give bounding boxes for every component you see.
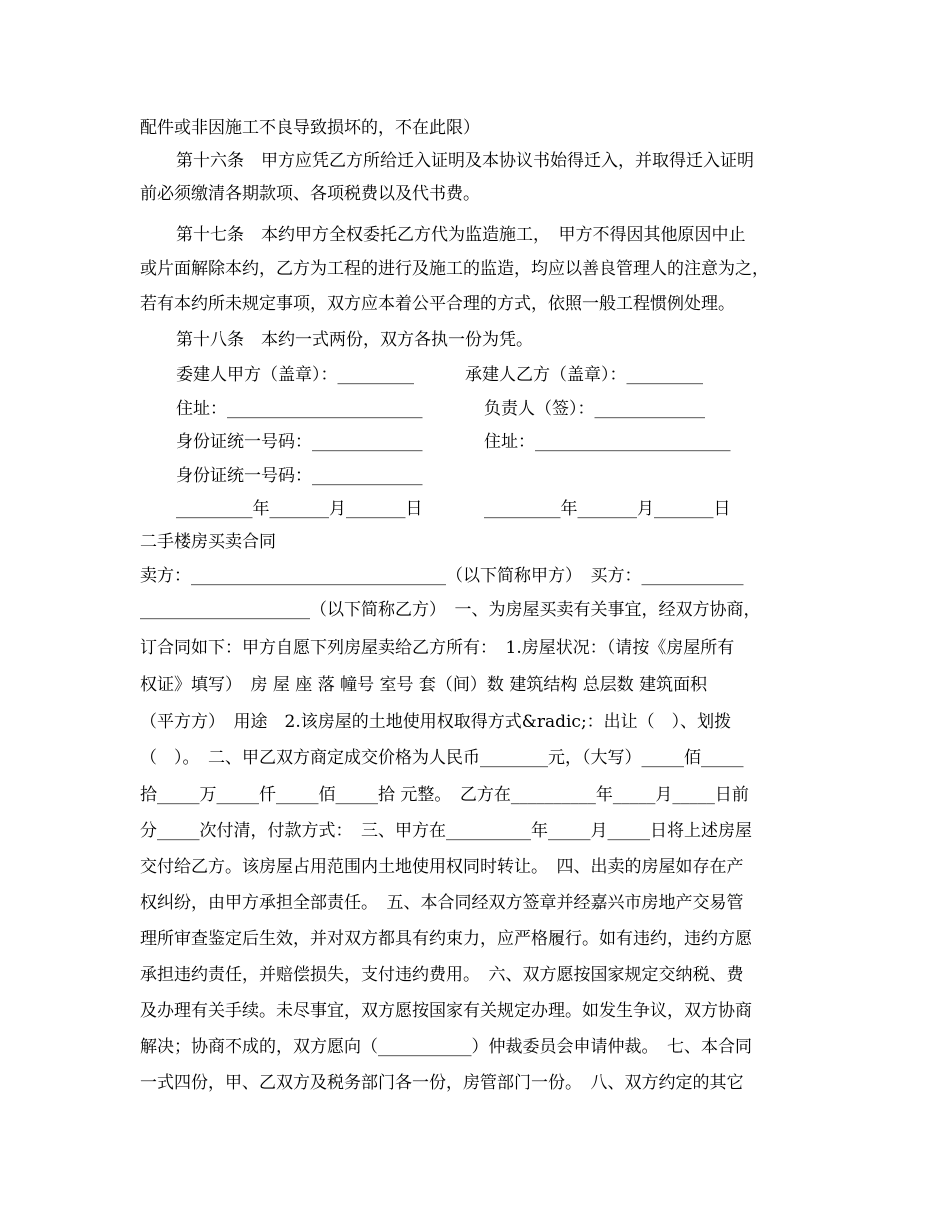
- text-line: 及办理有关手续。未尽事宜，双方愿按国家有关规定办理。如发生争议，双方协商: [140, 1001, 752, 1021]
- text-line: 权证》填写） 房 屋 座 落 幢号 室号 套（间）数 建筑结构 总层数 建筑面积: [140, 675, 708, 695]
- party-b-seal-field: 承建人乙方（盖章）：_________: [465, 365, 703, 385]
- text-line: 解决；协商不成的，双方愿向（___________）仲裁委员会申请仲裁。 七、本合同: [140, 1037, 752, 1057]
- text-line: 权纠纷，由甲方承担全部责任。 五、本合同经双方签章并经嘉兴市房地产交易管: [140, 893, 744, 913]
- party-a-id-field: 身份证统一号码：_____________: [176, 432, 423, 452]
- party-a-date-field: _________年_______月_______日: [176, 499, 423, 519]
- party-a-address-field: 住址：_______________________: [176, 399, 423, 419]
- text-line: ____________________（以下简称乙方） 一、为房屋买卖有关事宜，经双方协商，: [140, 600, 761, 620]
- text-line: 一式四份，甲、乙双方及税务部门各一份，房管部门一份。 八、双方约定的其它: [140, 1073, 744, 1093]
- party-b-person-in-charge-field: 负责人（签）：_____________: [484, 399, 705, 419]
- text-line: 或片面解除本约，乙方为工程的进行及施工的监造，均应以善良管理人的注意为之，: [140, 259, 769, 279]
- article-16-line: 第十六条 甲方应凭乙方所给迁入证明及本协议书始得迁入，并取得迁入证明: [176, 151, 754, 171]
- seller-buyer-line: 卖方：______________________________（以下简称甲方） 买方：____________: [140, 566, 744, 586]
- text-line: 前必须缴清各期款项、各项税费以及代书费。: [140, 184, 480, 204]
- party-a-seal-field: 委建人甲方（盖章）：_________: [176, 365, 414, 385]
- party-b-date-field: _________年_______月_______日: [484, 499, 731, 519]
- text-line: 拾_____万_____仟_____佰_____拾 元整。 乙方在__________年_____月_____日前: [140, 785, 749, 805]
- text-line: 交付给乙方。该房屋占用范围内土地使用权同时转让。 四、出卖的房屋如存在产: [140, 857, 744, 877]
- text-line: 订合同如下：甲方自愿下列房屋卖给乙方所有： 1.房屋状况：（请按《房屋所有: [140, 638, 735, 658]
- text-line: 理所审查鉴定后生效，并对双方都具有约束力，应严格履行。如有违约，违约方愿: [140, 929, 752, 949]
- text-line: （平方方） 用途 2.该房屋的土地使用权取得方式&radic;：出让（ ）、划拨: [140, 712, 732, 732]
- party-b-address-field: 住址：_______________________: [484, 432, 731, 452]
- text-line: 承担违约责任，并赔偿损失，支付违约费用。 六、双方愿按国家规定交纳税、费: [140, 965, 744, 985]
- text-line: （ ）。 二、甲乙双方商定成交价格为人民币________元，（大写）_____佰_____: [140, 748, 744, 768]
- article-18-line: 第十八条 本约一式两份，双方各执一份为凭。: [176, 330, 533, 350]
- party-b-id-field: 身份证统一号码：_____________: [176, 466, 423, 486]
- contract-title: 二手楼房买卖合同: [140, 532, 276, 552]
- article-17-line: 第十七条 本约甲方全权委托乙方代为监造施工， 甲方不得因其他原因中止: [176, 225, 746, 245]
- text-line: 配件或非因施工不良导致损坏的，不在此限）: [140, 118, 480, 138]
- text-line: 分_____次付清，付款方式： 三、甲方在__________年_____月_____日将上述房屋: [140, 821, 752, 841]
- text-line: 若有本约所未规定事项，双方应本着公平合理的方式，依照一般工程惯例处理。: [140, 294, 735, 314]
